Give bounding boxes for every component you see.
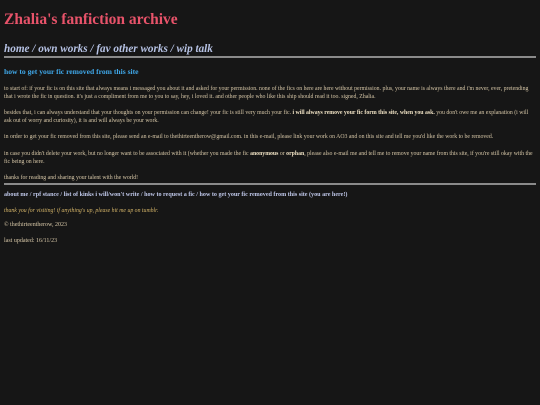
removal-promise-bold: i will always remove your fic form this site, when you ask. — [292, 110, 435, 117]
footer-nav — [4, 191, 536, 199]
paragraph-thanks: thanks for reading and sharing your talent with the world! — [4, 175, 139, 182]
footer-copyright: © thethirteentherow, 2023 — [4, 221, 67, 228]
nav-link-own-works[interactable]: own works — [38, 43, 88, 55]
paragraph-text: or — [279, 150, 285, 157]
footer-separator: / — [140, 191, 143, 198]
footer-thanks: thank you for visiting! if anything's up, please hit me up on tumblr. — [4, 207, 159, 214]
footer-link-rpf-stance[interactable]: rpf stance — [32, 191, 59, 198]
footer-link-request-fic[interactable]: how to request a fic — [144, 191, 195, 198]
paragraph-text: besides that, i can always understand that your thoughts on your permission can change! your fic is still very much your fic. — [4, 110, 292, 117]
main-nav — [4, 42, 536, 56]
site-title: Zhalia's fanfiction archive — [4, 11, 178, 28]
paragraph-text: , please also e-mail me and tell me to remove your name from this site, if you're still okay with the fic being on here. — [4, 150, 533, 165]
footer-separator: / — [29, 191, 32, 198]
footer-separator: / — [196, 191, 198, 198]
nav-link-home[interactable]: home — [4, 43, 30, 55]
section-heading: how to get your fic removed from this site — [4, 67, 139, 76]
bottom-divider — [4, 183, 536, 185]
footer-link-remove-fic[interactable]: how to get your fic removed from this site (you are here!) — [199, 191, 348, 198]
top-divider — [4, 56, 536, 58]
paragraph-email-instructions: in order to get your fic removed from this site, please send an e-mail to thethirteentherow@gmail.com. in this e-mail, please link your work on AO3 and on this site and tell me you'd like the work to be removed. — [4, 134, 494, 141]
paragraph-permission: to start of: if your fic is on this site that always means i messaged you about it and asked for your permission. none of the fics on here are here without permission. plus, your name is always there and i'm never, ever, pretending that i wrote the fic in question. it's just a compliment from me to you to say, hey, i loved it. and other people who like this ship should read it too. signed, Zhalia. — [4, 86, 529, 100]
nav-link-fav-other-works[interactable]: fav other works — [96, 43, 168, 55]
footer-last-updated: last updated: 16/11/23 — [4, 237, 58, 244]
nav-separator: / — [90, 43, 94, 55]
paragraph-text: you don't owe me an explanation (i will ask out of worry and curiosity), it is and will always be your work. — [4, 110, 529, 124]
footer-link-about-me[interactable]: about me — [4, 191, 29, 198]
anonymous-bold: anonymous — [250, 150, 279, 157]
orphan-bold: orphan — [286, 150, 305, 157]
paragraph-orphan-anonymous — [4, 151, 536, 166]
paragraph-removal-promise — [4, 110, 536, 125]
paragraph-text: in case you didn't delete your work, but no longer want to be associated with it (whether you made the fic — [4, 150, 249, 157]
nav-link-wip-talk[interactable]: wip talk — [176, 43, 213, 55]
nav-separator: / — [170, 43, 174, 55]
footer-separator: / — [60, 191, 63, 198]
footer-link-kinks-list[interactable]: list of kinks i will/won't write — [63, 191, 140, 198]
nav-separator: / — [32, 43, 36, 55]
